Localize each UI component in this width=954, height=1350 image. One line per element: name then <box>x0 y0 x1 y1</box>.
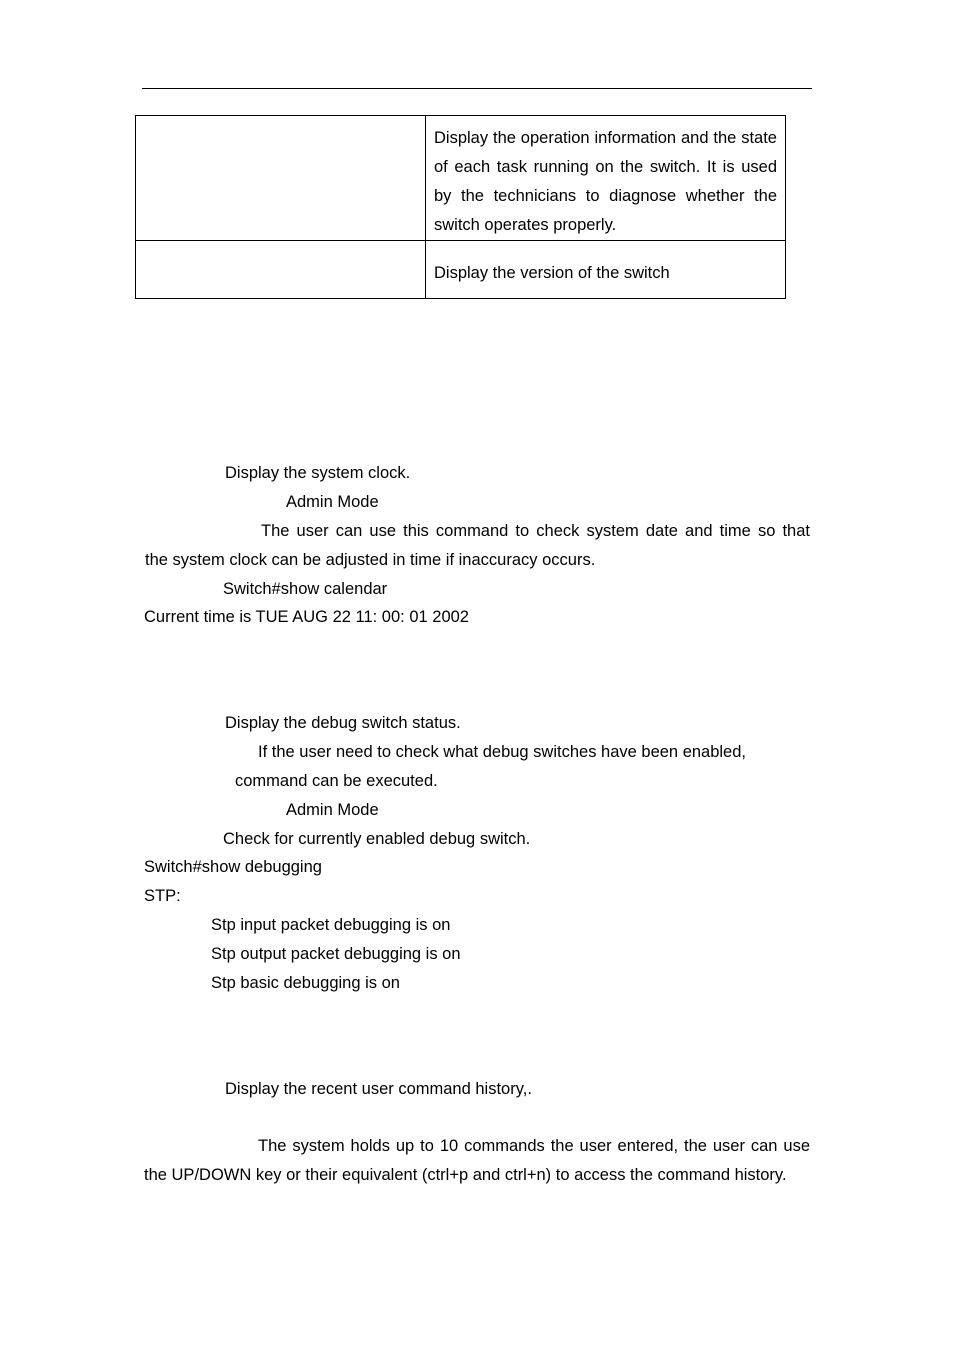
calendar-example-command: Switch#show calendar <box>223 580 388 598</box>
debugging-output-line: Stp input packet debugging is on <box>211 916 451 934</box>
calendar-usage-line2: the system clock can be adjusted in time if inaccuracy occurs. <box>145 551 596 569</box>
history-function: Display the recent user command history,. <box>225 1080 532 1098</box>
debugging-usage-line2: command can be executed. <box>235 772 438 790</box>
debugging-example-description: Check for currently enabled debug switch. <box>223 830 531 848</box>
header-rule <box>142 88 812 89</box>
debugging-output-line: STP: <box>144 887 181 905</box>
debugging-mode: Admin Mode <box>286 801 379 819</box>
debugging-function: Display the debug switch status. <box>225 714 461 732</box>
debugging-usage-line1: If the user need to check what debug switches have been enabled, <box>258 743 746 761</box>
calendar-mode: Admin Mode <box>286 493 379 511</box>
table-row <box>136 241 786 299</box>
calendar-example-output: Current time is TUE AUG 22 11: 00: 01 2002 <box>144 608 469 626</box>
table-cell-command <box>136 241 426 299</box>
table-cell-description: Display the operation information and the state of each task running on the switch. It is used by the technicians to diagnose whether the switch operates properly. <box>426 116 786 241</box>
debugging-output-line: Stp basic debugging is on <box>211 974 400 992</box>
debugging-output-line: Stp output packet debugging is on <box>211 945 461 963</box>
calendar-usage-line1: The user can use this command to check system date and time so that <box>261 522 810 540</box>
history-usage-line2: the UP/DOWN key or their equivalent (ctrl+p and ctrl+n) to access the command history. <box>144 1166 787 1184</box>
command-table <box>135 115 786 299</box>
table-cell-command <box>136 116 426 241</box>
debugging-example-command: Switch#show debugging <box>144 858 322 876</box>
history-usage-line1: The system holds up to 10 commands the user entered, the user can use <box>258 1137 810 1155</box>
table-row <box>136 116 786 241</box>
table-cell-description: Display the version of the switch <box>426 241 786 299</box>
calendar-function: Display the system clock. <box>225 464 411 482</box>
